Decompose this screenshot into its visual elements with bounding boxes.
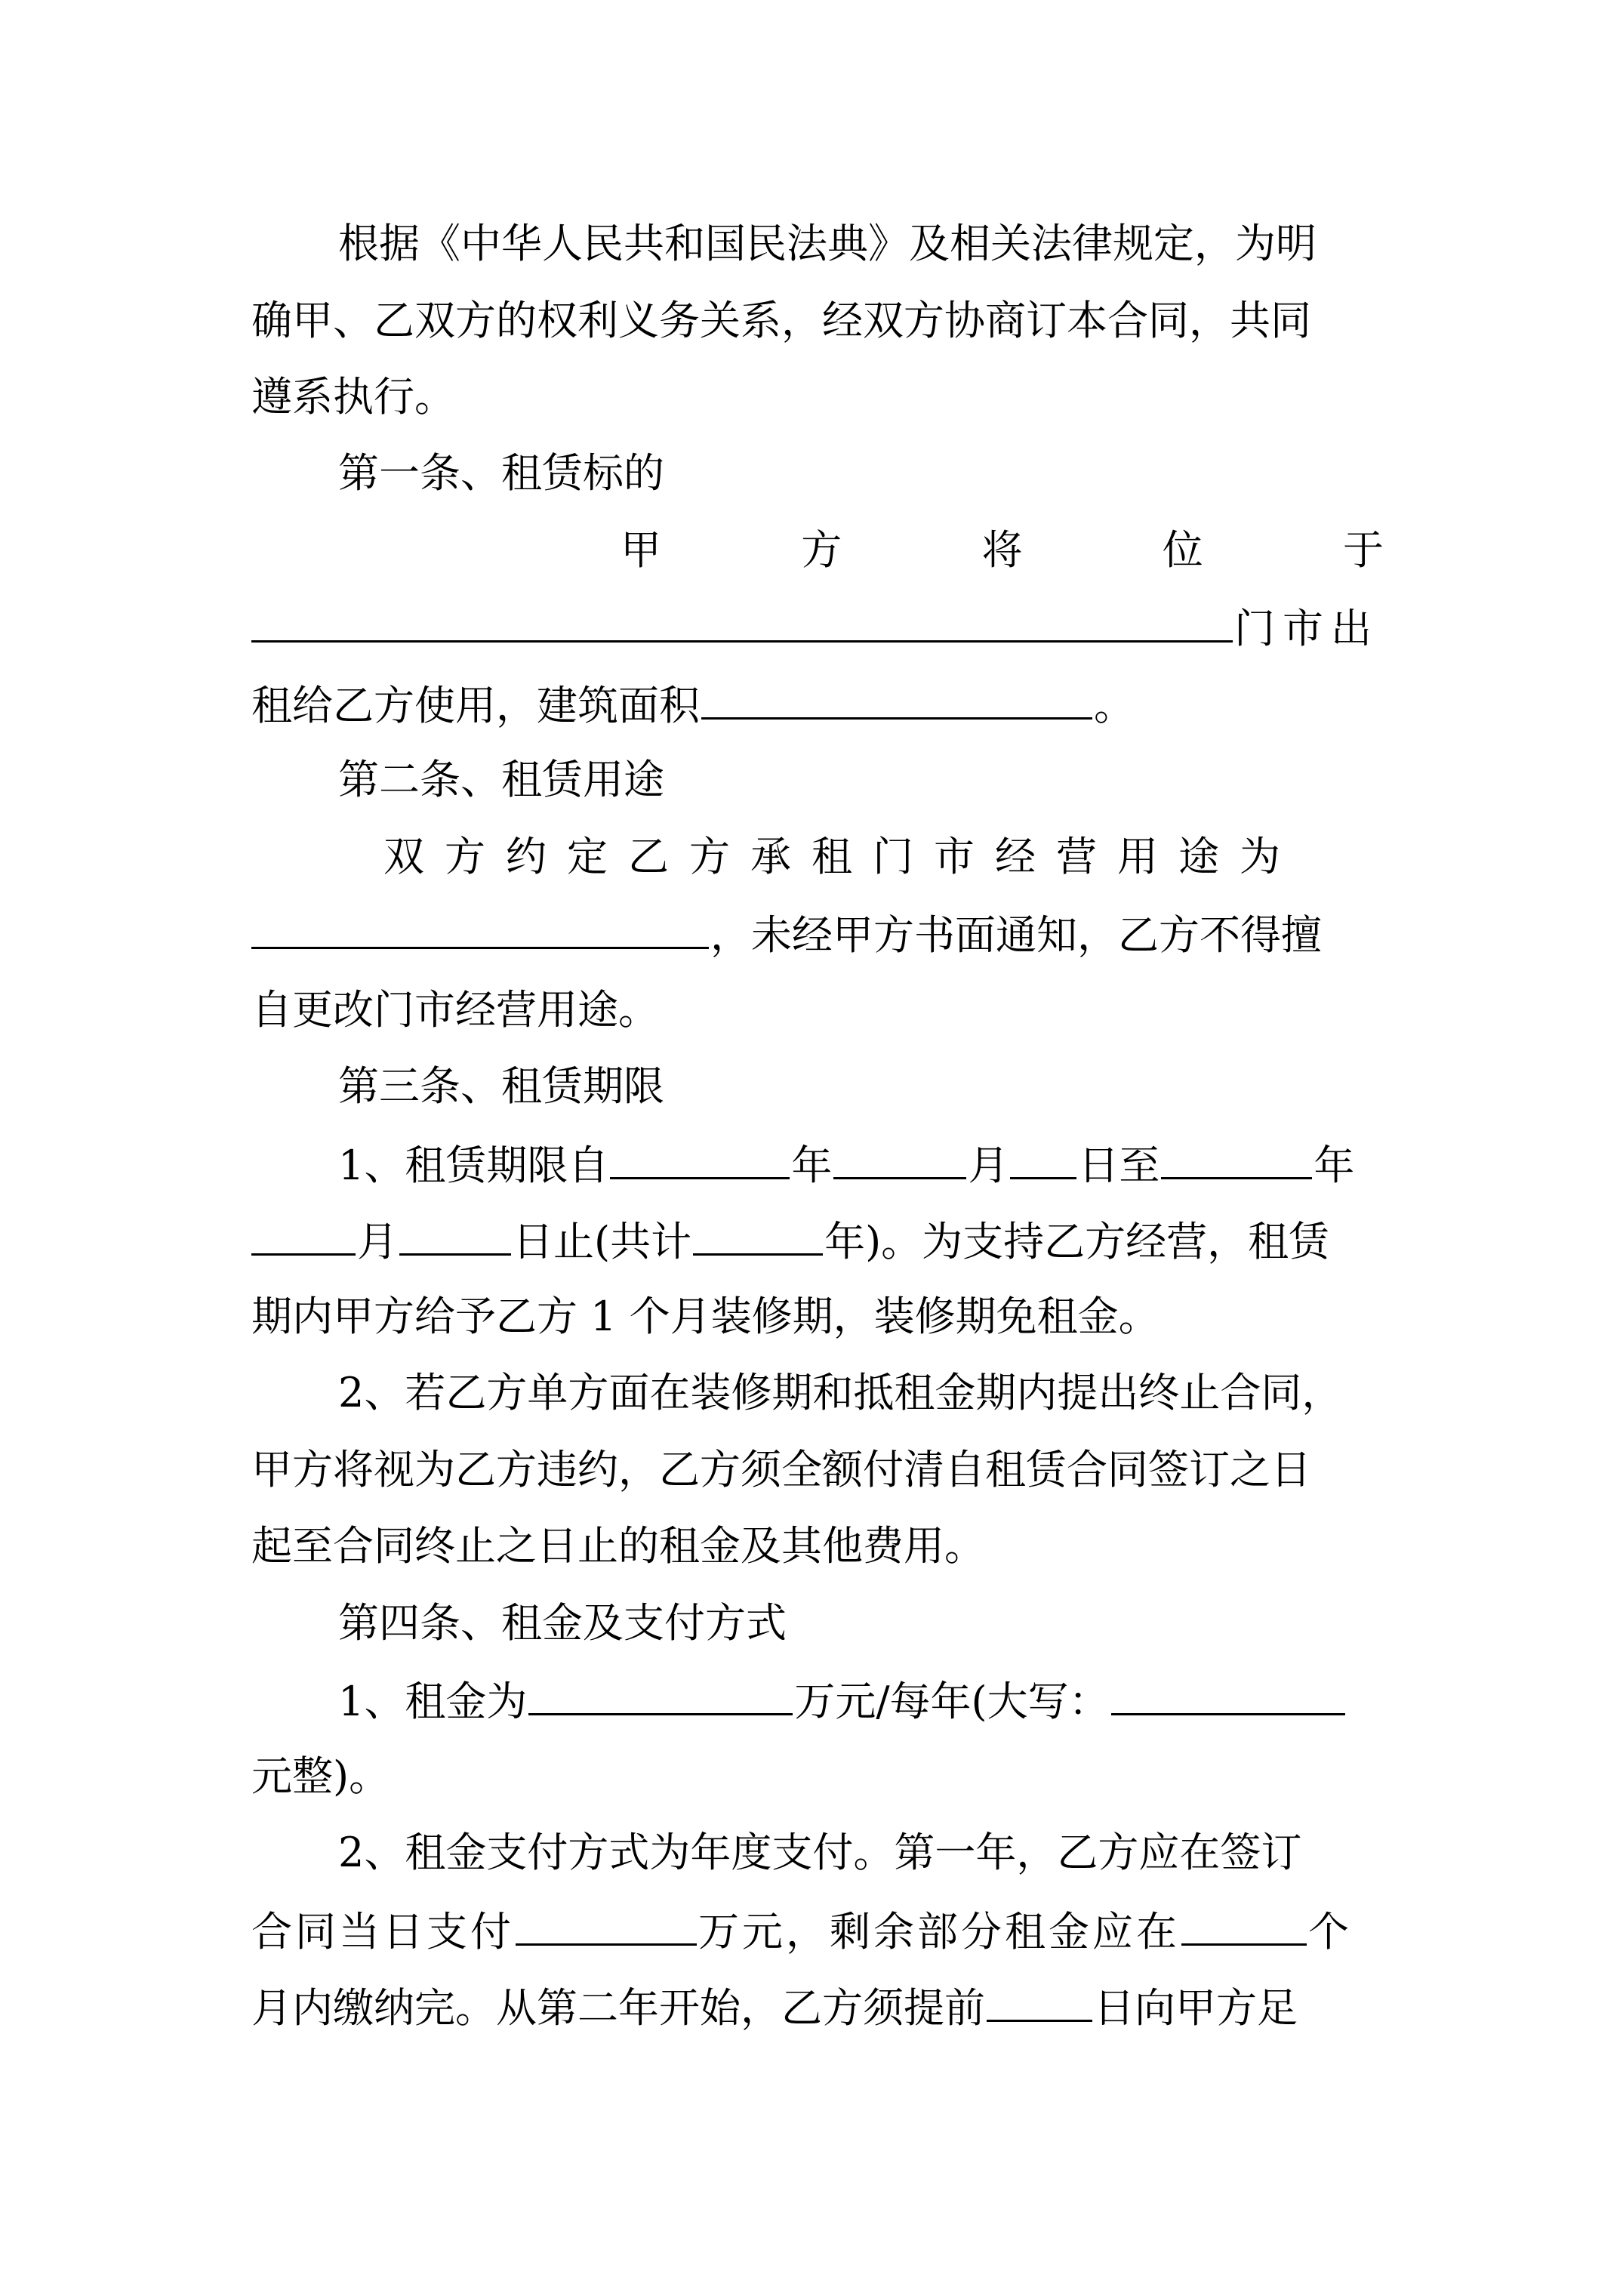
- start-day-blank[interactable]: [1010, 1133, 1076, 1179]
- area-blank[interactable]: [701, 673, 1092, 720]
- preamble-line-2: 确甲、乙双方的权利义务关系，经双方协商订本合同，共同: [251, 297, 1311, 344]
- usage-blank[interactable]: [251, 903, 709, 949]
- article-4-p1-line-1: 1、租金为 万元/每年(大写：: [338, 1669, 1384, 1730]
- article-3-p2-line-1: 2、若乙方单方面在装修期和抵租金期内提出终止合同，: [338, 1369, 1343, 1416]
- spread-char: 方: [801, 526, 842, 574]
- article-4-p2-line-2: 合同当日支付 万元，剩余部分租金应在 个: [251, 1900, 1384, 1960]
- article-3-p1-line-3: 期内甲方给予乙方 1 个月装修期，装修期免租金。: [251, 1293, 1160, 1340]
- preamble-line-1: 根据《中华人民共和国民法典》及相关法律规定，为明: [338, 220, 1317, 267]
- rent-uppercase-blank[interactable]: [1111, 1669, 1345, 1715]
- preamble-line-3: 遵系执行。: [251, 373, 455, 421]
- article-2-line-2: ，未经甲方书面通知，乙方不得擅: [251, 903, 1384, 963]
- spread-char: 于: [1343, 526, 1384, 574]
- article-2-heading: 第二条、租赁用途: [338, 756, 664, 803]
- end-year-blank[interactable]: [1161, 1133, 1312, 1179]
- start-month-blank[interactable]: [833, 1133, 966, 1179]
- article-1-spread-line: [621, 520, 1384, 581]
- article-3-p2-line-3: 起至合同终止之日止的租金及其他费用。: [251, 1522, 985, 1570]
- total-years-blank[interactable]: [693, 1210, 823, 1256]
- article-4-heading: 第四条、租金及支付方式: [338, 1599, 787, 1647]
- spread-char: 位: [1162, 526, 1203, 574]
- start-year-blank[interactable]: [610, 1133, 790, 1179]
- article-1-location-line: 门市出: [251, 596, 1384, 657]
- advance-days-blank[interactable]: [987, 1976, 1092, 2022]
- article-2-line-3: 自更改门市经营用途。: [251, 986, 659, 1034]
- article-2-line-1: 双方约定乙方承租门市经营用途为: [383, 833, 1301, 880]
- first-payment-blank[interactable]: [516, 1900, 697, 1946]
- article-3-p1-line-2: 月 日止(共计 年)。为支持乙方经营，租赁: [251, 1210, 1384, 1270]
- article-4-p2-line-1: 2、租金支付方式为年度支付。第一年，乙方应在签订: [338, 1829, 1302, 1876]
- article-1-heading: 第一条、租赁标的: [338, 449, 664, 497]
- article-1-area-line: 租给乙方使用，建筑面积 。: [251, 673, 1384, 734]
- article-3-heading: 第三条、租赁期限: [338, 1062, 664, 1110]
- remaining-months-blank[interactable]: [1181, 1900, 1307, 1946]
- article-3-p2-line-2: 甲方将视为乙方违约，乙方须全额付清自租赁合同签订之日: [251, 1446, 1311, 1493]
- rent-amount-blank[interactable]: [528, 1669, 793, 1715]
- article-4-p2-line-3: 月内缴纳完。从第二年开始，乙方须提前 日向甲方足: [251, 1976, 1384, 2036]
- end-day-blank[interactable]: [399, 1210, 511, 1256]
- spread-char: 将: [981, 526, 1023, 574]
- article-4-p1-line-2: 元整)。: [251, 1752, 390, 1800]
- article-3-p1-line-1: 1、租赁期限自 年 月 日至 年: [338, 1133, 1384, 1194]
- spread-char: 甲: [621, 526, 661, 574]
- end-month-blank[interactable]: [251, 1210, 356, 1256]
- location-blank[interactable]: [251, 596, 1233, 643]
